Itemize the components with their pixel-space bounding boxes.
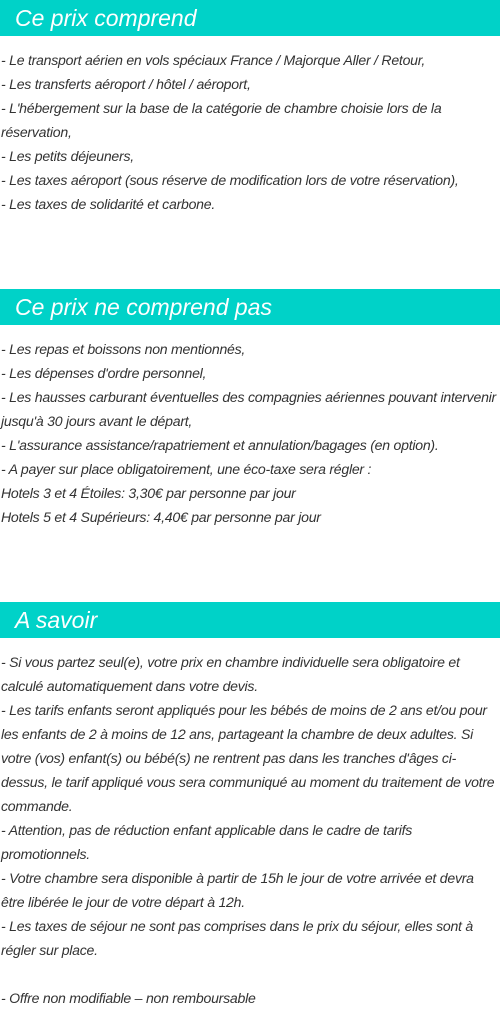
list-item: - Attention, pas de réduction enfant applicable dans le cadre de tarifs promotionnels.	[1, 822, 413, 862]
list-item: Hotels 3 et 4 Étoiles: 3,30€ par personne par jour	[1, 485, 296, 501]
list-item: - Les repas et boissons non mentionnés,	[1, 341, 246, 357]
list-item: - L'assurance assistance/rapatriement et annulation/bagages (en option).	[1, 437, 439, 453]
section-body-includes	[1, 48, 499, 216]
list-item: - A payer sur place obligatoirement, une éco-taxe sera régler :	[1, 461, 372, 477]
list-item: - Les petits déjeuners,	[1, 148, 134, 164]
list-item: - Les hausses carburant éventuelles des compagnies aériennes pouvant intervenir jusqu'à 30 jours avant le départ,	[1, 389, 496, 429]
list-item: - Les dépenses d'ordre personnel,	[1, 365, 207, 381]
blank-line	[1, 962, 499, 986]
list-item: - Si vous partez seul(e), votre prix en chambre individuelle sera obligatoire et calculé automatiquement dans votre devis.	[1, 654, 460, 694]
section-title-includes: Ce prix comprend	[0, 0, 500, 36]
list-item: - Les taxes aéroport (sous réserve de modification lors de votre réservation),	[1, 172, 459, 188]
section-body-good-to-know	[1, 650, 499, 1010]
list-item: - Votre chambre sera disponible à partir de 15h le jour de votre arrivée et devra être libérée le jour de votre départ à 12h.	[1, 870, 474, 910]
section-title-good-to-know: A savoir	[0, 602, 500, 638]
list-item: - Le transport aérien en vols spéciaux France / Majorque Aller / Retour,	[1, 52, 426, 68]
section-title-excludes: Ce prix ne comprend pas	[0, 289, 500, 325]
list-item: - Les transferts aéroport / hôtel / aéroport,	[1, 76, 251, 92]
list-item: - Les taxes de séjour ne sont pas comprises dans le prix du séjour, elles sont à régler sur place.	[1, 918, 473, 958]
list-item: - Les tarifs enfants seront appliqués pour les bébés de moins de 2 ans et/ou pour les enfants de 2 à moins de 12 ans, partageant la chambre de deux adultes. Si votre (vos) enfant(s) ou bébé(s) ne rentrent pas dans les tranches d'âges ci-dessus, le tarif appliqué vous sera communiqué au moment du traitement de votre commande.	[1, 702, 495, 814]
section-body-excludes	[1, 337, 499, 529]
list-item: - Offre non modifiable – non remboursable	[1, 990, 256, 1006]
list-item: - Les taxes de solidarité et carbone.	[1, 196, 216, 212]
list-item: Hotels 5 et 4 Supérieurs: 4,40€ par personne par jour	[1, 509, 321, 525]
list-item: - L'hébergement sur la base de la catégorie de chambre choisie lors de la réservation,	[1, 100, 442, 140]
